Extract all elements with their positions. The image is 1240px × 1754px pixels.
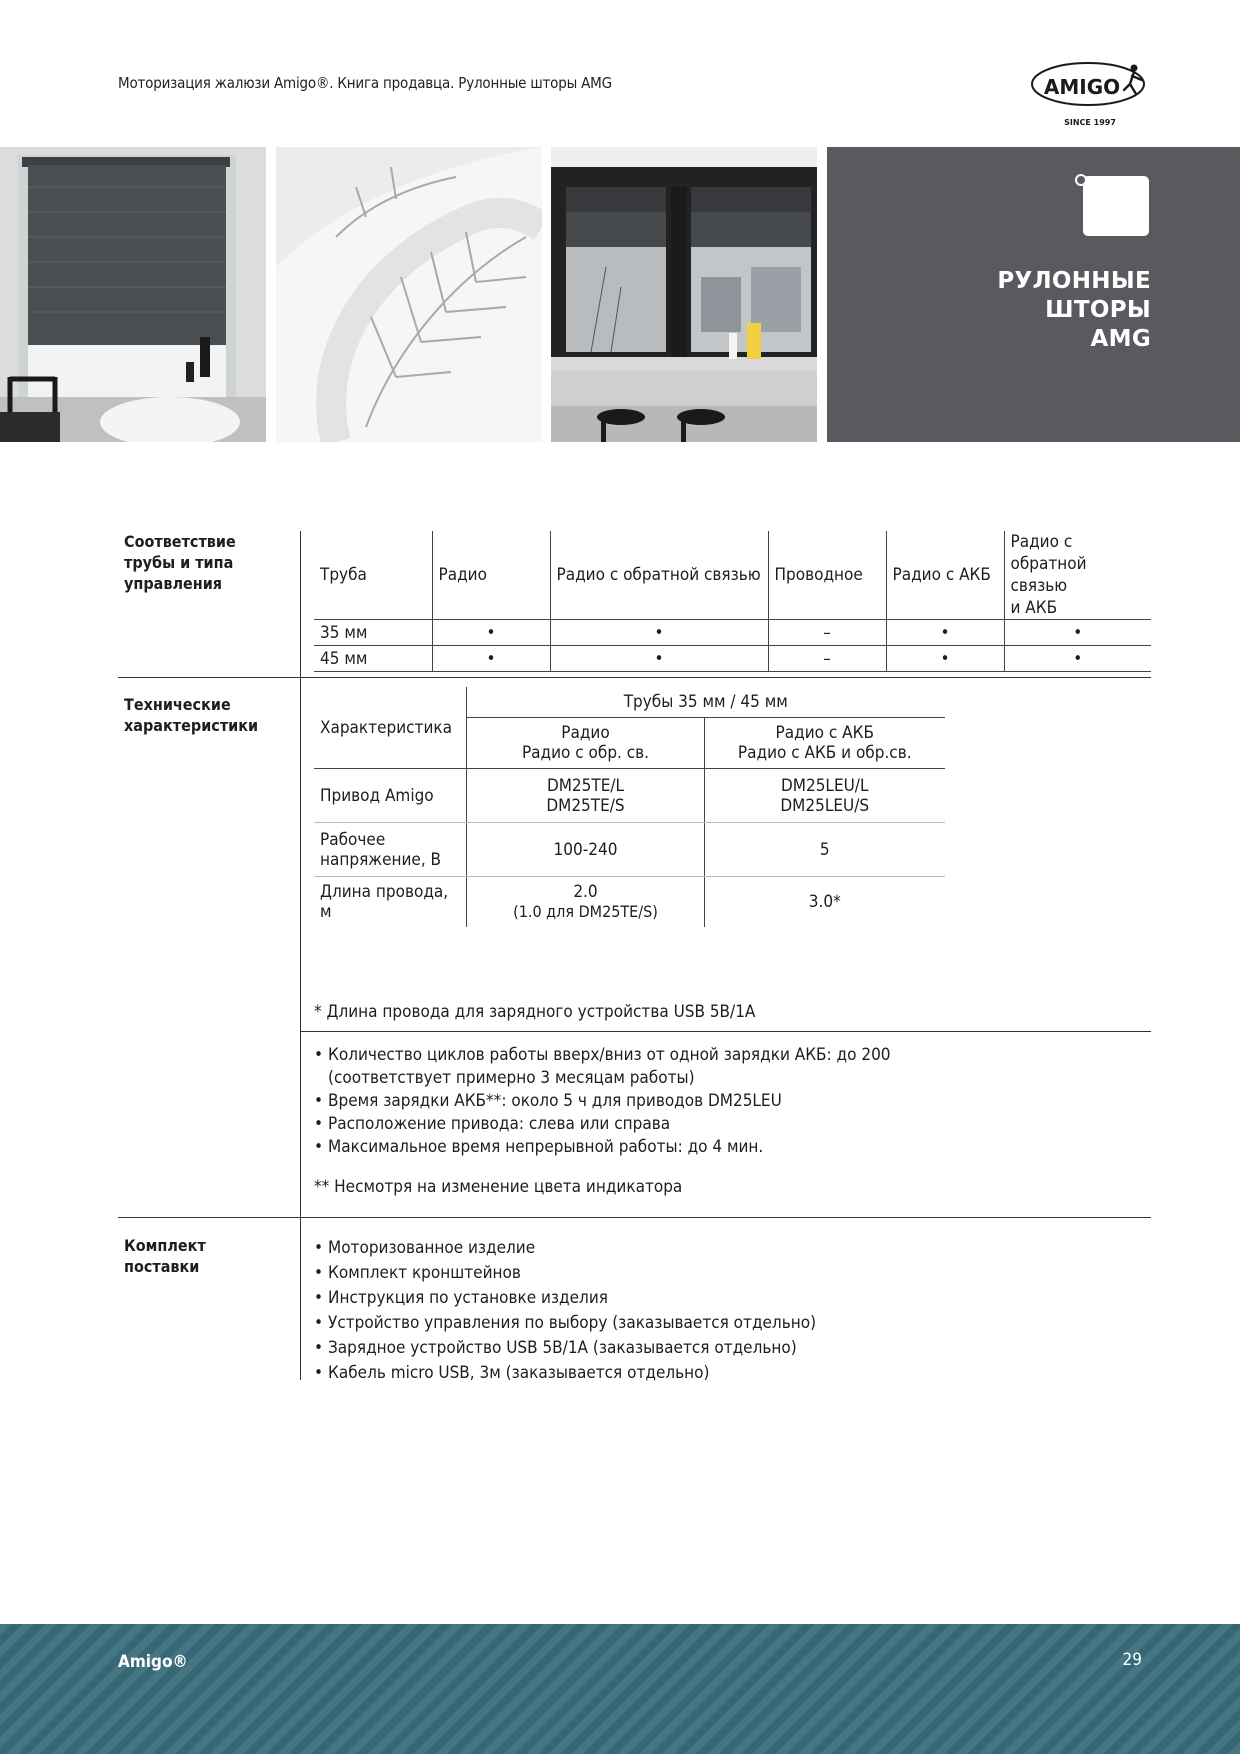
char-header: Характеристика: [314, 687, 467, 769]
kit-section-label: [124, 1235, 206, 1277]
compat-label-line-2: трубы и типа: [124, 553, 234, 572]
col2-header-line-2: Радио с АКБ и обр.св.: [737, 743, 912, 763]
page-number: 29: [1122, 1650, 1142, 1670]
value-line-1: DM25LEU/L: [781, 775, 869, 796]
row-label-line-1: Рабочее: [320, 829, 386, 850]
logo-wordmark: AMIGO: [1043, 75, 1121, 99]
cable-footnote: * Длина провода для зарядного устройства USB 5В/1А: [314, 1002, 756, 1022]
section-title: [997, 267, 1151, 354]
spec-table-group-row: [314, 687, 945, 718]
list-item: • Комплект кронштейнов: [314, 1261, 816, 1286]
value-line-2: DM25LEU/S: [780, 795, 870, 816]
value-line-2: (1.0 для DM25TE/S): [513, 902, 658, 921]
kit-list: [314, 1236, 816, 1386]
compat-table-header: [314, 531, 1151, 620]
col-header-radio-feedback: Радио с обратной связью: [550, 531, 768, 620]
col-header-tube: Труба: [314, 531, 432, 620]
cell-radio-feedback-battery: •: [1004, 646, 1151, 672]
table-row: [314, 646, 1151, 672]
list-item: • Моторизованное изделие: [314, 1236, 816, 1261]
bullet-text: • Количество циклов работы вверх/вниз от одной зарядки АКБ: до 200: [328, 1045, 891, 1065]
row-value-radio: [467, 769, 705, 823]
col2-header-line-1: Радио с АКБ: [775, 723, 874, 743]
col-header-last-line-2: обратной связью: [1010, 554, 1087, 596]
section-title-panel: [827, 147, 1240, 442]
cell-wired: –: [768, 646, 886, 672]
roller-blind-icon: [1071, 171, 1151, 245]
compat-label-line-1: Соответствие: [124, 532, 236, 551]
list-item: • Время зарядки АКБ**: около 5 ч для приводов DM25LEU: [314, 1090, 891, 1113]
table-row: [314, 877, 945, 928]
row-label: [314, 769, 467, 823]
list-item: [314, 1044, 891, 1090]
cell-tube: 45 мм: [314, 646, 432, 672]
row-label: Длина провода, м: [320, 882, 449, 922]
tech-label-line-2: характеристики: [124, 716, 259, 735]
cell-tube: 35 мм: [314, 620, 432, 646]
cell-wired: –: [768, 620, 886, 646]
tech-section-label: [124, 694, 258, 736]
photo-leaf-fabric: [276, 147, 542, 442]
footer-brand: Amigo®: [118, 1652, 188, 1672]
col-header-radio: [467, 718, 705, 769]
title-line-1: РУЛОННЫЕ: [997, 268, 1151, 294]
row-value-radio: 100-240: [467, 823, 705, 877]
group-header: Трубы 35 мм / 45 мм: [467, 687, 945, 718]
col-header-last-line-1: Радио с: [1010, 532, 1073, 552]
value-line-1: DM25TE/L: [546, 775, 625, 796]
col-header-last-line-3: и АКБ: [1010, 598, 1058, 618]
compat-label-line-3: управления: [124, 574, 223, 593]
cell-radio-feedback-battery: •: [1004, 620, 1151, 646]
cell-radio-feedback: •: [550, 646, 768, 672]
cell-radio: •: [432, 646, 550, 672]
running-title: Моторизация жалюзи Amigo®. Книга продавца. Рулонные шторы AMG: [118, 74, 612, 92]
amigo-logo: [1030, 60, 1154, 130]
table-row: [314, 620, 1151, 646]
photo-bathroom-roller-blind: [0, 147, 266, 442]
row-value-radio-battery: 3.0*: [705, 877, 945, 928]
list-item: • Кабель micro USB, 3м (заказывается отдельно): [314, 1361, 816, 1386]
kit-label-line-1: Комплект: [124, 1236, 206, 1255]
title-line-2: ШТОРЫ: [1045, 297, 1151, 323]
col-header-wired: Проводное: [768, 531, 886, 620]
row-value-radio-battery: [705, 769, 945, 823]
logo-tagline: SINCE 1997: [1064, 118, 1116, 127]
row-label-line-2: напряжение, В: [320, 849, 442, 870]
value-line-2: DM25TE/S: [546, 795, 625, 816]
indicator-footnote: ** Несмотря на изменение цвета индикатора: [314, 1177, 683, 1197]
col1-header-line-1: Радио: [561, 723, 610, 743]
col1-header-line-2: Радио с обр. св.: [521, 743, 650, 763]
page-footer: [0, 1624, 1240, 1754]
row-value-radio-battery: 5: [705, 823, 945, 877]
row-value-radio: [467, 877, 705, 928]
title-line-3: AMG: [1090, 326, 1151, 352]
cell-radio-battery: •: [886, 646, 1004, 672]
list-item: • Максимальное время непрерывной работы: до 4 мин.: [314, 1136, 891, 1159]
photo-window-roller-blinds: [551, 147, 817, 442]
cell-radio: •: [432, 620, 550, 646]
row-label: [314, 823, 467, 877]
row-label-line-1: Привод Amigo: [320, 785, 434, 806]
spec-table: [314, 687, 945, 927]
list-item: • Зарядное устройство USB 5В/1А (заказывается отдельно): [314, 1336, 816, 1361]
col-header-radio-battery: [705, 718, 945, 769]
value-line-1: 2.0: [573, 882, 598, 902]
column-divider: [300, 531, 301, 1380]
spec-bullet-list: [314, 1044, 891, 1159]
col-header-radio-feedback-battery: [1004, 531, 1151, 620]
section-divider-2: [118, 1217, 1151, 1218]
compat-table: [314, 531, 1151, 672]
col-header-radio-battery: Радио с АКБ: [886, 531, 1004, 620]
section-divider-1: [118, 677, 1151, 678]
kit-label-line-2: поставки: [124, 1257, 200, 1276]
list-item: • Инструкция по установке изделия: [314, 1286, 816, 1311]
cell-radio-feedback: •: [550, 620, 768, 646]
table-row: [314, 769, 945, 823]
list-item: • Устройство управления по выбору (заказывается отдельно): [314, 1311, 816, 1336]
col-header-radio: Радио: [432, 531, 550, 620]
tech-label-line-1: Технические: [124, 695, 231, 714]
list-item: • Расположение привода: слева или справа: [314, 1113, 891, 1136]
compat-section-label: [124, 531, 236, 594]
section-divider-notes: [300, 1031, 1151, 1032]
cell-radio-battery: •: [886, 620, 1004, 646]
table-row: [314, 823, 945, 877]
bullet-text-continued: (соответствует примерно 3 месяцам работы): [328, 1068, 695, 1088]
